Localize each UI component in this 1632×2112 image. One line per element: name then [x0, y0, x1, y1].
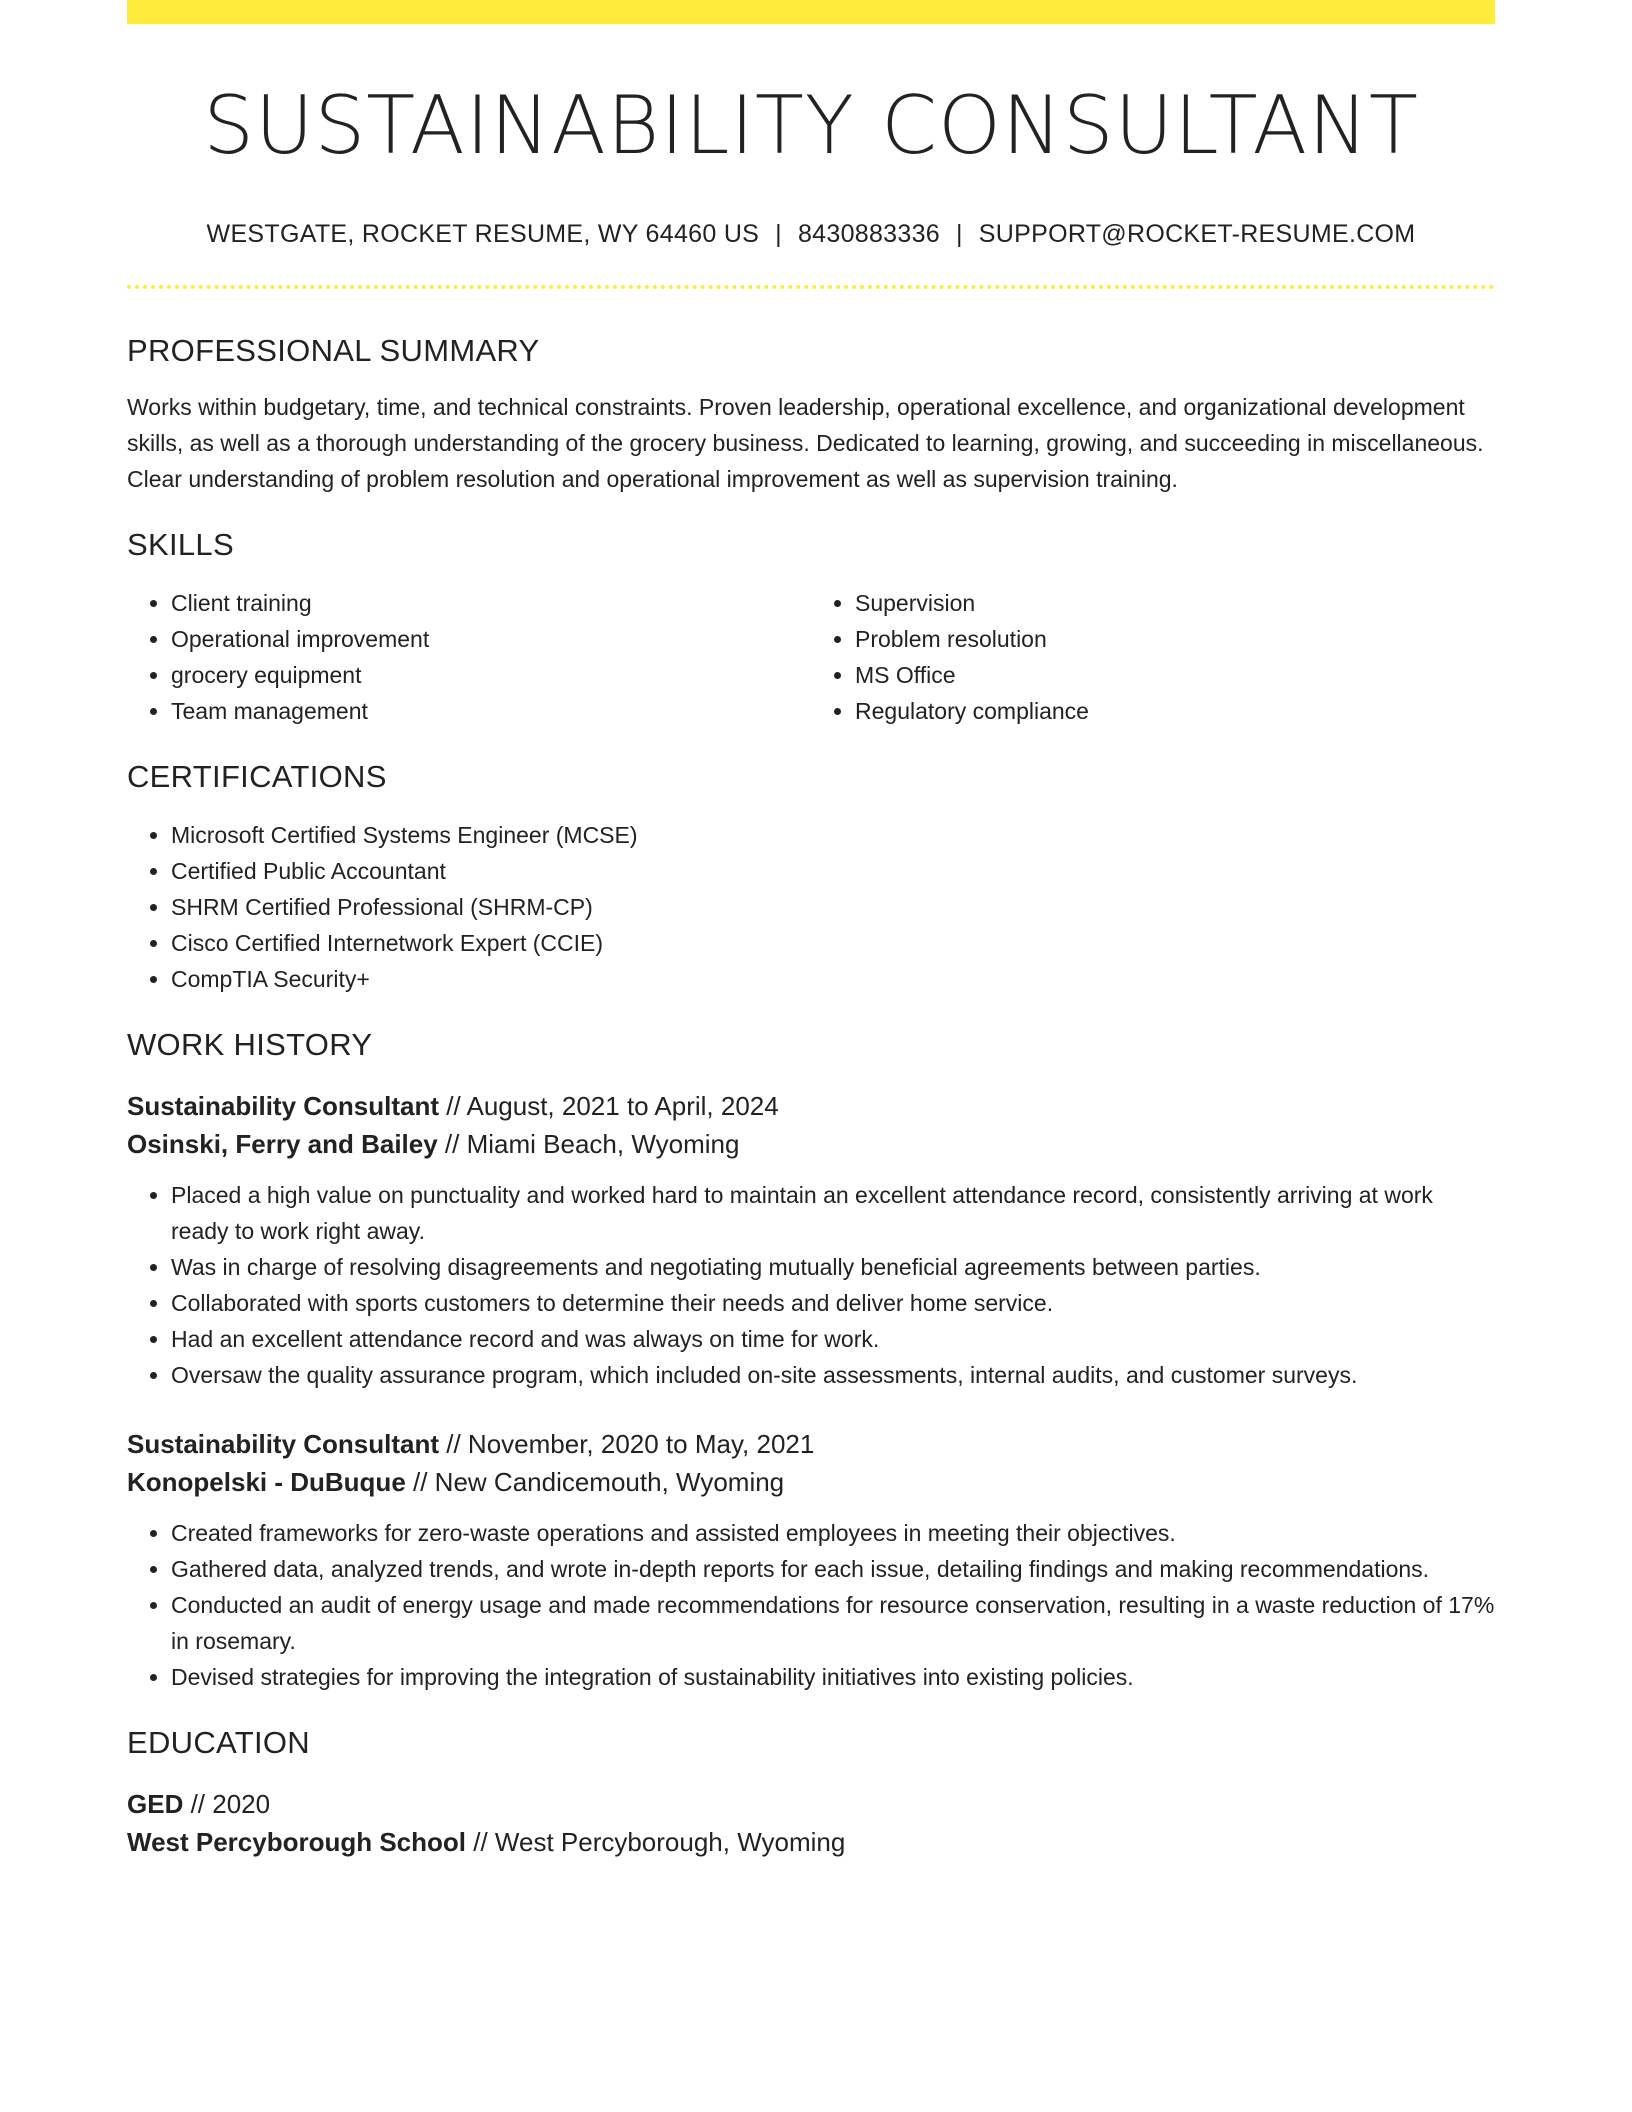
list-item: • Collaborated with sports customers to determine their needs and deliver home service.	[171, 1285, 1495, 1321]
skills-column-left	[127, 585, 811, 729]
resume-title: SUSTAINABILITY CONSULTANT	[203, 79, 1419, 172]
work-history-heading: WORK HISTORY	[127, 1027, 373, 1062]
list-item: • Had an excellent attendance record and was always on time for work.	[171, 1321, 1495, 1357]
certifications-list	[127, 817, 1495, 997]
list-item: • Devised strategies for improving the integration of sustainability initiatives into existing policies.	[171, 1659, 1495, 1695]
list-item: • Oversaw the quality assurance program, which included on-site assessments, internal audits, and customer surveys.	[171, 1357, 1495, 1393]
list-item: • MS Office	[855, 657, 1495, 693]
list-item: • Team management	[171, 693, 811, 729]
education-school: West Percyborough School	[127, 1827, 467, 1857]
job-location: // Miami Beach, Wyoming	[437, 1129, 740, 1159]
separator: |	[956, 220, 963, 248]
separator: |	[775, 220, 782, 248]
list-item: • Problem resolution	[855, 621, 1495, 657]
list-item: • Conducted an audit of energy usage and made recommendations for resource conservation, resulting in a waste reduction of 17% in rosemary.	[171, 1587, 1495, 1659]
list-item: • Certified Public Accountant	[171, 853, 1495, 889]
job-company: Osinski, Ferry and Bailey	[127, 1129, 438, 1159]
skills-heading: SKILLS	[127, 527, 234, 562]
education-year: // 2020	[183, 1789, 271, 1819]
address: WESTGATE, ROCKET RESUME, WY 64460 US	[206, 220, 760, 248]
job-dates: // August, 2021 to April, 2024	[439, 1091, 779, 1121]
job-company-line	[127, 1463, 1495, 1501]
job-role-line	[127, 1087, 1495, 1125]
list-item: • Cisco Certified Internetwork Expert (CCIE)	[171, 925, 1495, 961]
job-role: Sustainability Consultant	[127, 1429, 440, 1459]
list-item: • Client training	[171, 585, 811, 621]
resume-page	[127, 0, 1495, 1861]
job-entry	[127, 1087, 1495, 1393]
skills-list	[127, 585, 1495, 729]
summary-heading: PROFESSIONAL SUMMARY	[127, 333, 540, 368]
job-bullets	[127, 1515, 1495, 1695]
job-role-line	[127, 1425, 1495, 1463]
email: SUPPORT@ROCKET-RESUME.COM	[978, 220, 1416, 248]
job-company: Konopelski - DuBuque	[127, 1467, 406, 1497]
education-school-line	[127, 1823, 1495, 1861]
list-item: • Was in charge of resolving disagreements and negotiating mutually beneficial agreements between parties.	[171, 1249, 1495, 1285]
summary-text: Works within budgetary, time, and technical constraints. Proven leadership, operational excellence, and organizational development skills, as well as a thorough understanding of the grocery business. Dedicated to learning, growing, and succeeding in miscellaneous. Clear understanding of problem resolution and operational improvement as well as supervision training.	[127, 394, 1484, 492]
skills-column-right	[811, 585, 1495, 729]
education-degree-line	[127, 1785, 1495, 1823]
list-item: • Gathered data, analyzed trends, and wrote in-depth reports for each issue, detailing findings and making recommendations.	[171, 1551, 1495, 1587]
list-item: • CompTIA Security+	[171, 961, 1495, 997]
job-company-line	[127, 1125, 1495, 1163]
job-entry	[127, 1425, 1495, 1695]
divider	[127, 285, 1495, 289]
list-item: • Placed a high value on punctuality and worked hard to maintain an excellent attendance record, consistently arriving at work ready to work right away.	[171, 1177, 1495, 1249]
list-item: • Supervision	[855, 585, 1495, 621]
phone: 8430883336	[797, 220, 940, 248]
education-heading: EDUCATION	[127, 1725, 310, 1760]
certifications-heading: CERTIFICATIONS	[127, 759, 387, 794]
list-item: • Microsoft Certified Systems Engineer (MCSE)	[171, 817, 1495, 853]
education-degree: GED	[127, 1789, 184, 1819]
job-location: // New Candicemouth, Wyoming	[405, 1467, 785, 1497]
list-item: • Regulatory compliance	[855, 693, 1495, 729]
list-item: • SHRM Certified Professional (SHRM-CP)	[171, 889, 1495, 925]
list-item: • grocery equipment	[171, 657, 811, 693]
job-dates: // November, 2020 to May, 2021	[439, 1429, 815, 1459]
job-role: Sustainability Consultant	[127, 1091, 440, 1121]
list-item: • Operational improvement	[171, 621, 811, 657]
list-item: • Created frameworks for zero-waste operations and assisted employees in meeting their objectives.	[171, 1515, 1495, 1551]
job-bullets	[127, 1177, 1495, 1393]
education-location: // West Percyborough, Wyoming	[466, 1827, 846, 1857]
contact-line	[127, 220, 1495, 249]
accent-bar	[127, 0, 1495, 24]
